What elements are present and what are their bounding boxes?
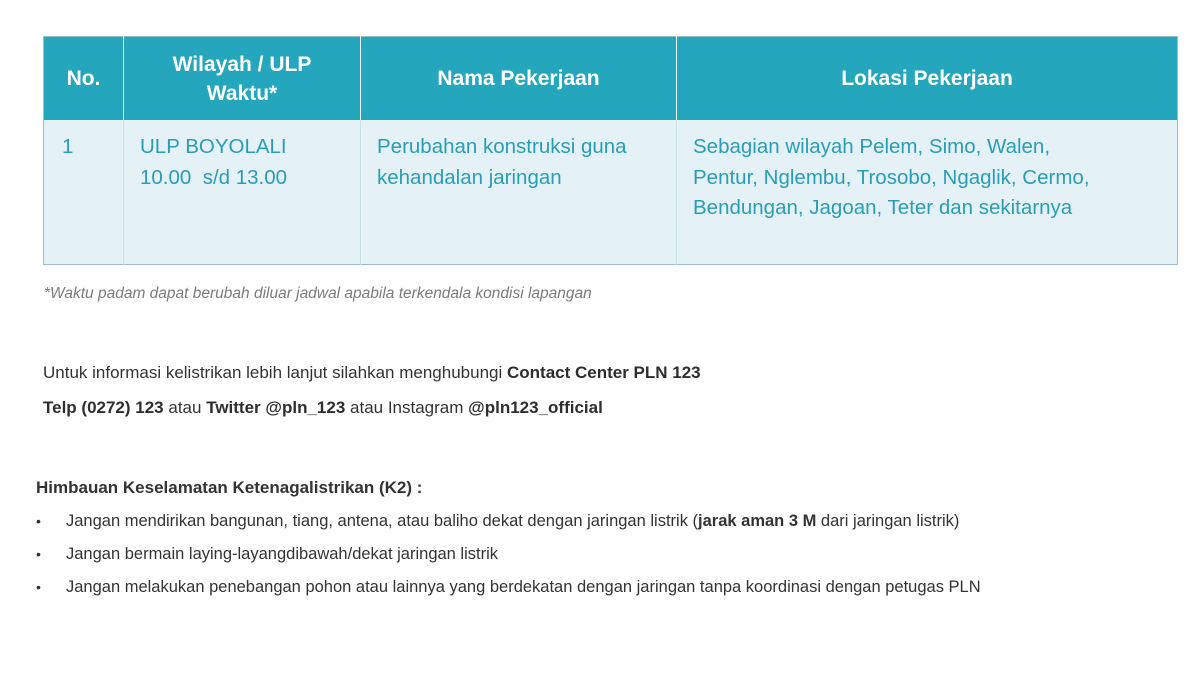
list-item [36,571,981,604]
contact-phone: Telp (0272) 123 [43,398,164,417]
safety-advice-section [36,475,981,604]
cell-area: ULP BOYOLALI [140,135,287,158]
safety-advice-list [36,505,981,604]
contact-separator-1: atau [168,398,202,417]
cell-job-name [361,120,677,265]
safety-advice-title: Himbauan Keselamatan Ketenagalistrikan (K2) : [36,478,423,497]
cell-job-line-1: Perubahan konstruksi guna [377,135,627,158]
header-job-name: Nama Pekerjaan [361,37,677,121]
cell-time: 10.00 s/d 13.00 [140,165,288,189]
contact-line-1 [43,355,701,390]
cell-location-line-1: Sebagian wilayah Pelem, Simo, Walen, [693,135,1051,158]
schedule-footnote: *Waktu padam dapat berubah diluar jadwal apabila terkendala kondisi lapangan [44,285,592,302]
safety-item-1-tail: dari jaringan listrik) [816,512,960,530]
contact-info [43,355,701,425]
list-item [36,538,981,571]
contact-center-name: Contact Center PLN 123 [506,363,701,382]
list-item [36,505,981,538]
safety-item-3-text: Jangan melakukan penebangan pohon atau lainnya yang berdekatan dengan jaringan tanpa koordinasi dengan petugas PLN [66,578,981,596]
cell-job-location [677,120,1178,265]
outage-schedule-table [43,36,1178,265]
bullet-icon: • [36,513,41,529]
cell-location-line-3: Bendungan, Jagoan, Teter dan sekitarnya [693,196,1073,219]
contact-instagram: @pln123_official [468,398,603,417]
header-time-label: Waktu* [206,81,278,105]
header-no: No. [44,37,124,121]
contact-intro-text: Untuk informasi kelistrikan lebih lanjut silahkan menghubungi [43,363,503,382]
contact-separator-2: atau Instagram [350,398,464,417]
cell-no: 1 [44,120,124,265]
contact-line-2 [43,390,701,425]
table-row [44,120,1178,265]
header-area-time [124,37,361,121]
header-area-label: Wilayah / ULP [172,52,312,76]
safety-item-1-bold: jarak aman 3 M [698,512,817,530]
cell-job-line-2: kehandalan jaringan [377,165,562,189]
bullet-icon: • [36,546,41,562]
contact-twitter: Twitter @pln_123 [206,398,346,417]
cell-location-line-2: Pentur, Nglembu, Trosobo, Ngaglik, Cermo, [693,165,1090,189]
header-job-location: Lokasi Pekerjaan [677,37,1178,121]
safety-item-2-text: Jangan bermain laying-layangdibawah/dekat jaringan listrik [66,545,499,563]
table-header-row [44,37,1178,121]
safety-item-1-text: Jangan mendirikan bangunan, tiang, antena, atau baliho dekat dengan jaringan listrik ( [66,512,699,530]
cell-area-time [124,120,361,265]
bullet-icon: • [36,579,41,595]
